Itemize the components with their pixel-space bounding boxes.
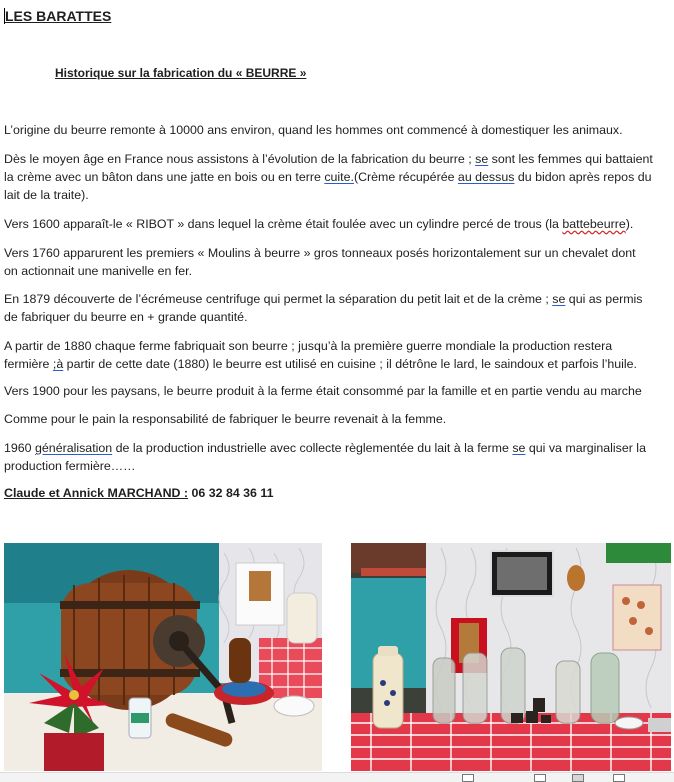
grammar-flag[interactable]: se <box>475 152 489 166</box>
paragraph-line: L’origine du beurre remonte à 10000 ans environ, quand les hommes ont commencé à domestiquer les animaux. <box>4 123 623 137</box>
paragraph-1960[interactable] <box>4 439 674 475</box>
paragraph-line <box>4 215 674 233</box>
grammar-flag[interactable]: ;à <box>52 357 64 371</box>
paragraph-line <box>4 439 674 457</box>
paragraph-line: lait de la traite). <box>4 188 89 202</box>
paragraph-1879[interactable] <box>4 290 674 326</box>
milk-display-image <box>351 543 671 771</box>
text-run: qui as permis <box>565 292 643 306</box>
photo-butter-churn[interactable] <box>4 543 322 771</box>
butter-churn-image <box>4 543 322 771</box>
paragraph-femme[interactable] <box>4 410 674 428</box>
grammar-flag[interactable]: se <box>552 292 566 306</box>
text-run: Dès le moyen âge en France nous assistons à l’évolution de la fabrication du beurre ; <box>4 152 476 166</box>
paragraph-line: Comme pour le pain la responsabilité de fabriquer le beurre revenait à la femme. <box>4 412 447 426</box>
paragraph-1880[interactable] <box>4 337 674 373</box>
text-run: 1960 <box>4 441 36 455</box>
text-run: (Crème récupérée <box>353 170 458 184</box>
text-run: partir de cette date (1880) le beurre est utilisé en cuisine ; il détrône le lard, le saindoux et parfois l’huile. <box>63 357 637 371</box>
text-run: du bidon après repos du <box>514 170 652 184</box>
paragraph-moyen-age[interactable] <box>4 150 674 204</box>
paragraph-line <box>4 290 674 308</box>
text-run: En 1879 découverte de l’écrémeuse centrifuge qui permet la séparation du petit lait et de la crème ; <box>4 292 553 306</box>
text-run: de la production industrielle avec collecte règlementée du lait à la ferme <box>112 441 513 455</box>
paragraph-line <box>4 150 674 168</box>
document-title[interactable]: LES BARATTES <box>5 8 112 24</box>
paragraph-1600[interactable] <box>4 215 674 233</box>
text-run: ). <box>625 217 634 231</box>
paragraph-line <box>4 168 674 186</box>
contact-phone: 06 32 84 36 11 <box>188 486 274 500</box>
paragraph-line: A partir de 1880 chaque ferme fabriquait son beurre ; jusqu’à la première guerre mondiale la production restera <box>4 339 613 353</box>
grammar-flag[interactable]: généralisation <box>35 441 113 455</box>
document-subtitle[interactable]: Historique sur la fabrication du « BEURRE » <box>55 66 307 80</box>
grammar-flag[interactable]: cuite. <box>324 170 354 184</box>
text-run: fermière <box>4 357 53 371</box>
paragraph-line: de fabriquer du beurre en + grande quantité. <box>4 310 248 324</box>
paragraph-line: on actionnait une manivelle en fer. <box>4 264 193 278</box>
paragraph-line: production fermière…… <box>4 459 136 473</box>
photo-milk-display[interactable] <box>351 543 671 771</box>
contact-line[interactable] <box>4 486 274 500</box>
spelling-flag[interactable]: battebeurre <box>562 217 626 231</box>
contact-name: Claude et Annick MARCHAND : <box>4 486 189 500</box>
paragraph-line: Vers 1760 apparurent les premiers « Moulins à beurre » gros tonneaux posés horizontalement sur un chevalet dont <box>4 246 636 260</box>
text-run: la crème avec un bâton dans une jatte en bois ou en terre <box>4 170 325 184</box>
paragraph-1760[interactable] <box>4 244 674 280</box>
paragraph-origin[interactable] <box>4 121 674 139</box>
paragraph-1900[interactable] <box>4 382 674 400</box>
paragraph-line: Vers 1900 pour les paysans, le beurre produit à la ferme était consommé par la famille et en partie vendu au marche <box>4 384 642 398</box>
paragraph-line <box>4 355 674 373</box>
text-run: Vers 1600 apparaît-le « RIBOT » dans lequel la crème était foulée avec un cylindre percé de trous (la <box>4 217 563 231</box>
grammar-flag[interactable]: au dessus <box>457 170 515 184</box>
text-run: qui va marginaliser la <box>525 441 646 455</box>
grammar-flag[interactable]: se <box>512 441 526 455</box>
text-run: sont les femmes qui battaient <box>488 152 653 166</box>
